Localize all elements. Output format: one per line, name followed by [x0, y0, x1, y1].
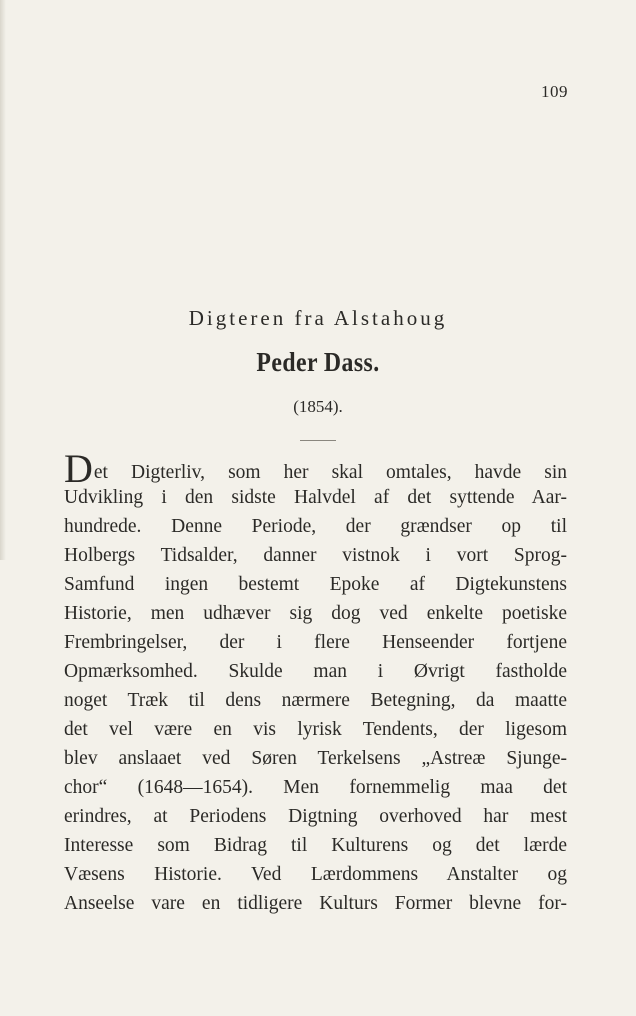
chapter-year: (1854). [293, 397, 343, 416]
section-divider [300, 440, 336, 441]
text-line: noget Træk til dens nærmere Betegning, da maatte [64, 690, 567, 711]
text-line: Frembringelser, der i flere Henseender fortjene [64, 632, 567, 653]
text-line: hundrede. Denne Periode, der grændser op til [64, 516, 567, 537]
text-line: erindres, at Periodens Digtning overhoved har mest [64, 806, 567, 827]
text-line: Historie, men udhæver sig dog ved enkelte poetiske [64, 603, 567, 624]
drop-cap: D [64, 446, 93, 491]
page-number: 109 [541, 82, 568, 101]
text-line: Interesse som Bidrag til Kulturens og det lærde [64, 835, 567, 856]
chapter-kicker: Digteren fra Alstahoug [188, 306, 448, 330]
text-line: Opmærksomhed. Skulde man i Øvrigt fastholde [64, 661, 567, 682]
text-line: Holbergs Tidsalder, danner vistnok i vort Sprog- [64, 545, 567, 566]
text-line: blev anslaaet ved Søren Terkelsens „Astreæ Sjunge- [64, 748, 567, 769]
text-line: Anseelse vare en tidligere Kulturs Former blevne for- [64, 893, 567, 914]
text-line-first [64, 446, 567, 491]
text-line: chor“ (1648—1654). Men fornemmelig maa det [64, 777, 567, 798]
text-line: Væsens Historie. Ved Lærdommens Anstalter og [64, 864, 567, 885]
page-edge-shadow [0, 0, 6, 560]
text-line: Samfund ingen bestemt Epoke af Digtekunstens [64, 574, 567, 595]
text-line: Udvikling i den sidste Halvdel af det syttende Aar- [64, 487, 567, 508]
chapter-title: Peder Dass. [256, 347, 380, 377]
body-text [64, 446, 567, 918]
text-line: det vel være en vis lyrisk Tendents, der ligesom [64, 719, 567, 740]
first-line-text: et Digterliv, som her skal omtales, havde sin [93, 462, 567, 483]
